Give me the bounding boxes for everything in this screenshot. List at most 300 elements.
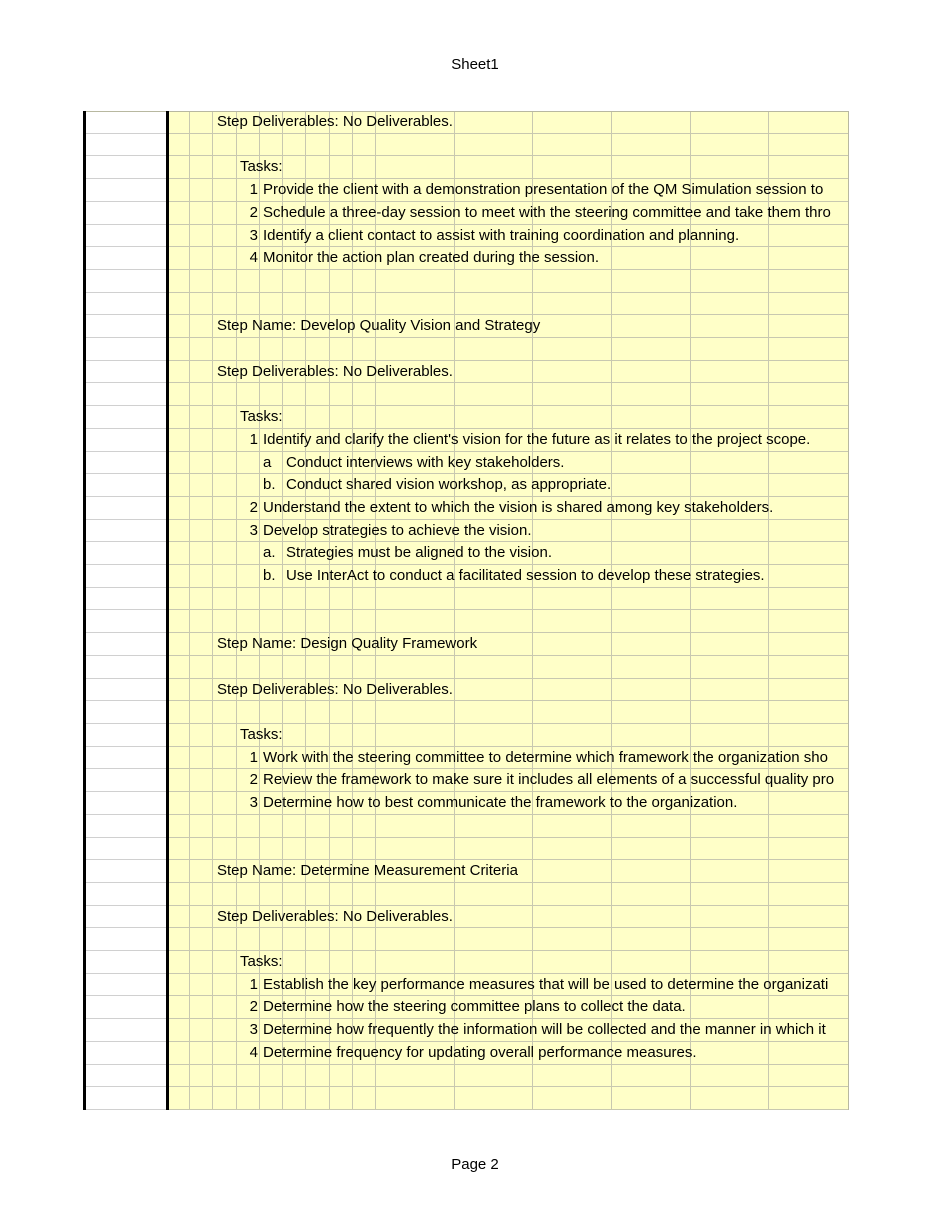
column-a-cell[interactable]	[83, 383, 167, 406]
grid-cell[interactable]	[167, 474, 190, 497]
grid-cell[interactable]	[612, 293, 691, 316]
column-a-cell[interactable]	[83, 747, 167, 770]
grid-cell[interactable]	[769, 338, 849, 361]
grid-cell[interactable]	[167, 838, 190, 861]
grid-cell[interactable]	[691, 951, 769, 974]
grid-cell[interactable]	[167, 701, 190, 724]
grid-cell[interactable]	[455, 270, 533, 293]
grid-cell[interactable]	[190, 747, 213, 770]
grid-cell[interactable]	[167, 656, 190, 679]
grid-cell[interactable]	[260, 610, 283, 633]
grid-cell[interactable]	[190, 1042, 213, 1065]
grid-cell[interactable]	[260, 838, 283, 861]
grid-cell[interactable]	[213, 928, 237, 951]
grid-cell[interactable]	[306, 928, 330, 951]
column-a-cell[interactable]	[83, 769, 167, 792]
grid-cell[interactable]	[769, 406, 849, 429]
grid-cell[interactable]	[190, 679, 213, 702]
grid-cell[interactable]	[306, 883, 330, 906]
grid-cell[interactable]	[612, 156, 691, 179]
grid-cell[interactable]	[691, 1087, 769, 1110]
grid-cell[interactable]	[190, 883, 213, 906]
grid-cell[interactable]	[612, 838, 691, 861]
grid-cell[interactable]	[190, 293, 213, 316]
grid-cell[interactable]	[213, 383, 237, 406]
grid-cell[interactable]	[237, 134, 260, 157]
grid-cell[interactable]	[330, 928, 353, 951]
grid-cell[interactable]	[612, 1087, 691, 1110]
grid-cell[interactable]	[167, 452, 190, 475]
grid-cell[interactable]	[353, 610, 376, 633]
grid-cell[interactable]	[691, 724, 769, 747]
grid-cell[interactable]	[455, 1065, 533, 1088]
grid-cell[interactable]	[190, 838, 213, 861]
grid-cell[interactable]	[260, 1065, 283, 1088]
grid-cell[interactable]	[612, 270, 691, 293]
grid-cell[interactable]	[353, 270, 376, 293]
grid-cell[interactable]	[306, 815, 330, 838]
grid-cell[interactable]	[237, 656, 260, 679]
grid-cell[interactable]	[691, 156, 769, 179]
grid-cell[interactable]	[213, 951, 237, 974]
grid-cell[interactable]	[306, 838, 330, 861]
grid-cell[interactable]	[237, 1087, 260, 1110]
grid-cell[interactable]	[769, 610, 849, 633]
grid-cell[interactable]	[260, 815, 283, 838]
grid-cell[interactable]	[167, 247, 190, 270]
grid-cell[interactable]	[237, 883, 260, 906]
grid-cell[interactable]	[533, 724, 612, 747]
grid-cell[interactable]	[330, 338, 353, 361]
grid-cell[interactable]	[533, 610, 612, 633]
grid-cell[interactable]	[455, 588, 533, 611]
grid-cell[interactable]	[190, 542, 213, 565]
grid-cell[interactable]	[691, 338, 769, 361]
grid-cell[interactable]	[167, 1087, 190, 1110]
grid-cell[interactable]	[306, 134, 330, 157]
column-a-cell[interactable]	[83, 996, 167, 1019]
grid-cell[interactable]	[213, 179, 237, 202]
grid-cell[interactable]	[376, 656, 455, 679]
grid-cell[interactable]	[283, 815, 306, 838]
grid-cell[interactable]	[190, 701, 213, 724]
grid-cell[interactable]	[376, 270, 455, 293]
grid-cell[interactable]	[260, 134, 283, 157]
grid-cell[interactable]	[167, 225, 190, 248]
grid-cell[interactable]	[306, 1087, 330, 1110]
grid-cell[interactable]	[190, 270, 213, 293]
grid-cell[interactable]	[769, 951, 849, 974]
grid-cell[interactable]	[330, 383, 353, 406]
grid-cell[interactable]	[190, 156, 213, 179]
grid-cell[interactable]	[167, 747, 190, 770]
grid-cell[interactable]	[213, 996, 237, 1019]
column-a-cell[interactable]	[83, 906, 167, 929]
grid-cell[interactable]	[376, 293, 455, 316]
grid-cell[interactable]	[376, 134, 455, 157]
grid-cell[interactable]	[213, 474, 237, 497]
column-a-cell[interactable]	[83, 406, 167, 429]
grid-cell[interactable]	[691, 270, 769, 293]
grid-cell[interactable]	[190, 247, 213, 270]
grid-cell[interactable]	[769, 656, 849, 679]
grid-cell[interactable]	[167, 156, 190, 179]
column-a-cell[interactable]	[83, 633, 167, 656]
grid-cell[interactable]	[353, 815, 376, 838]
grid-cell[interactable]	[306, 656, 330, 679]
grid-cell[interactable]	[213, 270, 237, 293]
grid-cell[interactable]	[167, 111, 190, 134]
grid-cell[interactable]	[213, 656, 237, 679]
grid-cell[interactable]	[612, 951, 691, 974]
grid-cell[interactable]	[190, 338, 213, 361]
grid-cell[interactable]	[283, 338, 306, 361]
grid-cell[interactable]	[612, 928, 691, 951]
grid-cell[interactable]	[167, 679, 190, 702]
column-a-cell[interactable]	[83, 1042, 167, 1065]
grid-cell[interactable]	[533, 293, 612, 316]
grid-cell[interactable]	[167, 724, 190, 747]
grid-cell[interactable]	[455, 1087, 533, 1110]
grid-cell[interactable]	[283, 134, 306, 157]
grid-cell[interactable]	[533, 134, 612, 157]
grid-cell[interactable]	[376, 588, 455, 611]
grid-cell[interactable]	[213, 610, 237, 633]
grid-cell[interactable]	[306, 270, 330, 293]
grid-cell[interactable]	[167, 928, 190, 951]
grid-cell[interactable]	[769, 1087, 849, 1110]
grid-cell[interactable]	[283, 838, 306, 861]
grid-cell[interactable]	[167, 383, 190, 406]
grid-cell[interactable]	[237, 610, 260, 633]
grid-cell[interactable]	[691, 883, 769, 906]
grid-cell[interactable]	[769, 270, 849, 293]
grid-cell[interactable]	[237, 588, 260, 611]
grid-cell[interactable]	[283, 1065, 306, 1088]
grid-cell[interactable]	[353, 656, 376, 679]
grid-cell[interactable]	[533, 1087, 612, 1110]
grid-cell[interactable]	[330, 883, 353, 906]
grid-cell[interactable]	[190, 588, 213, 611]
column-a-cell[interactable]	[83, 202, 167, 225]
grid-cell[interactable]	[533, 270, 612, 293]
grid-cell[interactable]	[260, 883, 283, 906]
column-a-cell[interactable]	[83, 656, 167, 679]
column-a-cell[interactable]	[83, 315, 167, 338]
grid-cell[interactable]	[167, 769, 190, 792]
grid-cell[interactable]	[167, 633, 190, 656]
grid-cell[interactable]	[167, 565, 190, 588]
grid-cell[interactable]	[167, 588, 190, 611]
grid-cell[interactable]	[455, 156, 533, 179]
grid-cell[interactable]	[213, 1065, 237, 1088]
grid-cell[interactable]	[533, 838, 612, 861]
grid-cell[interactable]	[533, 815, 612, 838]
grid-cell[interactable]	[283, 383, 306, 406]
grid-cell[interactable]	[330, 1065, 353, 1088]
column-a-cell[interactable]	[83, 1065, 167, 1088]
grid-cell[interactable]	[376, 338, 455, 361]
grid-cell[interactable]	[237, 701, 260, 724]
column-a-cell[interactable]	[83, 361, 167, 384]
grid-cell[interactable]	[533, 656, 612, 679]
grid-cell[interactable]	[190, 383, 213, 406]
grid-cell[interactable]	[167, 1042, 190, 1065]
grid-cell[interactable]	[533, 1065, 612, 1088]
grid-cell[interactable]	[190, 315, 213, 338]
grid-cell[interactable]	[691, 928, 769, 951]
grid-cell[interactable]	[455, 338, 533, 361]
grid-cell[interactable]	[306, 338, 330, 361]
grid-cell[interactable]	[376, 383, 455, 406]
grid-cell[interactable]	[306, 383, 330, 406]
grid-cell[interactable]	[533, 883, 612, 906]
grid-cell[interactable]	[769, 701, 849, 724]
grid-cell[interactable]	[330, 1087, 353, 1110]
grid-cell[interactable]	[260, 293, 283, 316]
grid-cell[interactable]	[612, 815, 691, 838]
grid-cell[interactable]	[353, 883, 376, 906]
grid-cell[interactable]	[330, 815, 353, 838]
grid-cell[interactable]	[213, 156, 237, 179]
grid-cell[interactable]	[260, 656, 283, 679]
grid-cell[interactable]	[213, 1087, 237, 1110]
grid-cell[interactable]	[237, 474, 260, 497]
grid-cell[interactable]	[167, 883, 190, 906]
grid-cell[interactable]	[306, 610, 330, 633]
grid-cell[interactable]	[190, 656, 213, 679]
grid-cell[interactable]	[691, 610, 769, 633]
grid-cell[interactable]	[306, 588, 330, 611]
grid-cell[interactable]	[190, 906, 213, 929]
grid-cell[interactable]	[167, 338, 190, 361]
grid-cell[interactable]	[353, 1087, 376, 1110]
column-a-cell[interactable]	[83, 610, 167, 633]
column-a-cell[interactable]	[83, 883, 167, 906]
grid-cell[interactable]	[353, 928, 376, 951]
grid-cell[interactable]	[330, 701, 353, 724]
grid-cell[interactable]	[283, 928, 306, 951]
grid-cell[interactable]	[455, 656, 533, 679]
grid-cell[interactable]	[167, 996, 190, 1019]
grid-cell[interactable]	[190, 974, 213, 997]
grid-cell[interactable]	[612, 656, 691, 679]
grid-cell[interactable]	[330, 610, 353, 633]
grid-cell[interactable]	[213, 792, 237, 815]
grid-cell[interactable]	[612, 701, 691, 724]
grid-cell[interactable]	[769, 928, 849, 951]
column-a-cell[interactable]	[83, 497, 167, 520]
grid-cell[interactable]	[213, 747, 237, 770]
column-a-cell[interactable]	[83, 588, 167, 611]
grid-cell[interactable]	[533, 383, 612, 406]
grid-cell[interactable]	[213, 769, 237, 792]
grid-cell[interactable]	[167, 1019, 190, 1042]
grid-cell[interactable]	[260, 1087, 283, 1110]
column-a-cell[interactable]	[83, 701, 167, 724]
grid-cell[interactable]	[213, 883, 237, 906]
grid-cell[interactable]	[376, 928, 455, 951]
column-a-cell[interactable]	[83, 542, 167, 565]
grid-cell[interactable]	[455, 951, 533, 974]
grid-cell[interactable]	[769, 588, 849, 611]
grid-cell[interactable]	[691, 701, 769, 724]
grid-cell[interactable]	[353, 383, 376, 406]
grid-cell[interactable]	[330, 838, 353, 861]
grid-cell[interactable]	[167, 293, 190, 316]
column-a-cell[interactable]	[83, 474, 167, 497]
grid-cell[interactable]	[237, 293, 260, 316]
grid-cell[interactable]	[455, 701, 533, 724]
grid-cell[interactable]	[455, 406, 533, 429]
grid-cell[interactable]	[353, 1065, 376, 1088]
grid-cell[interactable]	[353, 838, 376, 861]
column-a-cell[interactable]	[83, 179, 167, 202]
grid-cell[interactable]	[190, 202, 213, 225]
grid-cell[interactable]	[237, 383, 260, 406]
grid-cell[interactable]	[691, 1065, 769, 1088]
grid-cell[interactable]	[283, 1087, 306, 1110]
column-a-cell[interactable]	[83, 111, 167, 134]
grid-cell[interactable]	[213, 293, 237, 316]
grid-cell[interactable]	[612, 383, 691, 406]
grid-cell[interactable]	[190, 1019, 213, 1042]
column-a-cell[interactable]	[83, 792, 167, 815]
grid-cell[interactable]	[612, 588, 691, 611]
grid-cell[interactable]	[190, 610, 213, 633]
grid-cell[interactable]	[691, 815, 769, 838]
grid-cell[interactable]	[213, 1019, 237, 1042]
grid-cell[interactable]	[190, 361, 213, 384]
grid-cell[interactable]	[691, 406, 769, 429]
grid-cell[interactable]	[190, 179, 213, 202]
column-a-cell[interactable]	[83, 565, 167, 588]
grid-cell[interactable]	[190, 860, 213, 883]
grid-cell[interactable]	[190, 928, 213, 951]
grid-cell[interactable]	[190, 474, 213, 497]
grid-cell[interactable]	[190, 1087, 213, 1110]
column-a-cell[interactable]	[83, 247, 167, 270]
grid-cell[interactable]	[376, 701, 455, 724]
grid-cell[interactable]	[237, 452, 260, 475]
grid-cell[interactable]	[353, 701, 376, 724]
grid-cell[interactable]	[533, 338, 612, 361]
grid-cell[interactable]	[691, 383, 769, 406]
grid-cell[interactable]	[533, 951, 612, 974]
grid-cell[interactable]	[213, 225, 237, 248]
grid-cell[interactable]	[455, 724, 533, 747]
grid-cell[interactable]	[213, 202, 237, 225]
column-a-cell[interactable]	[83, 270, 167, 293]
grid-cell[interactable]	[283, 883, 306, 906]
grid-cell[interactable]	[612, 724, 691, 747]
grid-cell[interactable]	[167, 315, 190, 338]
column-a-cell[interactable]	[83, 815, 167, 838]
grid-cell[interactable]	[353, 134, 376, 157]
grid-cell[interactable]	[237, 338, 260, 361]
grid-cell[interactable]	[213, 429, 237, 452]
grid-cell[interactable]	[533, 156, 612, 179]
grid-cell[interactable]	[190, 452, 213, 475]
grid-cell[interactable]	[167, 520, 190, 543]
column-a-cell[interactable]	[83, 679, 167, 702]
grid-cell[interactable]	[167, 406, 190, 429]
grid-cell[interactable]	[167, 202, 190, 225]
grid-cell[interactable]	[260, 383, 283, 406]
grid-cell[interactable]	[455, 928, 533, 951]
grid-cell[interactable]	[237, 270, 260, 293]
grid-cell[interactable]	[455, 815, 533, 838]
grid-cell[interactable]	[237, 838, 260, 861]
grid-cell[interactable]	[533, 928, 612, 951]
grid-cell[interactable]	[376, 815, 455, 838]
grid-cell[interactable]	[455, 610, 533, 633]
grid-cell[interactable]	[691, 134, 769, 157]
grid-cell[interactable]	[533, 588, 612, 611]
grid-cell[interactable]	[190, 497, 213, 520]
grid-cell[interactable]	[213, 701, 237, 724]
grid-cell[interactable]	[691, 293, 769, 316]
grid-cell[interactable]	[612, 406, 691, 429]
grid-cell[interactable]	[167, 951, 190, 974]
column-a-cell[interactable]	[83, 520, 167, 543]
grid-cell[interactable]	[167, 610, 190, 633]
grid-cell[interactable]	[190, 111, 213, 134]
grid-cell[interactable]	[691, 588, 769, 611]
grid-cell[interactable]	[213, 452, 237, 475]
grid-cell[interactable]	[167, 1065, 190, 1088]
grid-cell[interactable]	[612, 134, 691, 157]
grid-cell[interactable]	[330, 588, 353, 611]
grid-cell[interactable]	[167, 497, 190, 520]
column-a-cell[interactable]	[83, 293, 167, 316]
grid-cell[interactable]	[691, 656, 769, 679]
grid-cell[interactable]	[376, 1065, 455, 1088]
grid-cell[interactable]	[612, 883, 691, 906]
grid-cell[interactable]	[353, 338, 376, 361]
grid-cell[interactable]	[190, 520, 213, 543]
column-a-cell[interactable]	[83, 452, 167, 475]
column-a-cell[interactable]	[83, 134, 167, 157]
grid-cell[interactable]	[213, 815, 237, 838]
column-a-cell[interactable]	[83, 338, 167, 361]
grid-cell[interactable]	[306, 293, 330, 316]
grid-cell[interactable]	[167, 429, 190, 452]
grid-cell[interactable]	[612, 1065, 691, 1088]
grid-cell[interactable]	[167, 134, 190, 157]
grid-cell[interactable]	[190, 134, 213, 157]
grid-cell[interactable]	[190, 633, 213, 656]
grid-cell[interactable]	[213, 588, 237, 611]
grid-cell[interactable]	[283, 293, 306, 316]
grid-cell[interactable]	[455, 383, 533, 406]
column-a-cell[interactable]	[83, 974, 167, 997]
grid-cell[interactable]	[769, 293, 849, 316]
grid-cell[interactable]	[376, 1087, 455, 1110]
grid-cell[interactable]	[283, 656, 306, 679]
grid-cell[interactable]	[167, 906, 190, 929]
grid-cell[interactable]	[376, 610, 455, 633]
grid-cell[interactable]	[190, 406, 213, 429]
grid-cell[interactable]	[330, 134, 353, 157]
grid-cell[interactable]	[353, 293, 376, 316]
grid-cell[interactable]	[213, 497, 237, 520]
grid-cell[interactable]	[190, 951, 213, 974]
grid-cell[interactable]	[213, 542, 237, 565]
grid-cell[interactable]	[213, 565, 237, 588]
grid-cell[interactable]	[190, 1065, 213, 1088]
grid-cell[interactable]	[213, 1042, 237, 1065]
